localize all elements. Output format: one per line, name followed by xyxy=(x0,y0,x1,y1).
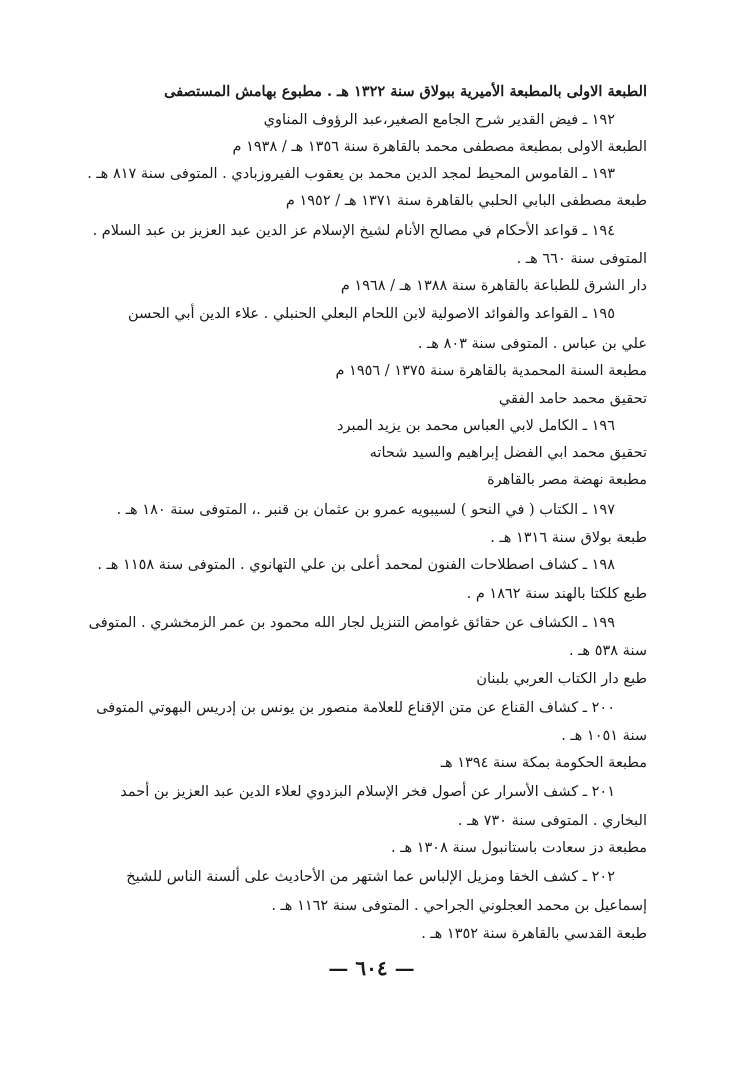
edition-note: طبعة مصطفى البابي الحلبي بالقاهرة سنة ١٣٧١ هـ / ١٩٥٢ م xyxy=(285,193,647,209)
bibliography-entry: ١٩٧ ـ الكتاب ( في النحو ) لسيبويه عمرو بن عثمان بن قنبر .، المتوفى سنة ١٨٠ هـ . xyxy=(116,502,615,518)
edition-note: طبع كلكتا بالهند سنة ١٨٦٢ م . xyxy=(466,586,647,602)
bibliography-entry: ١٩٦ ـ الكامل لابي العباس محمد بن يزيد المبرد xyxy=(337,418,615,434)
bibliography-entry: ١٩٢ ـ فيض القدير شرح الجامع الصغير،عبد الرؤوف المناوي xyxy=(263,112,615,128)
page-number: — ٦٠٤ — xyxy=(328,956,415,980)
edition-note: طبعة القدسي بالقاهرة سنة ١٣٥٢ هـ . xyxy=(421,926,647,942)
bibliography-entry: ٢٠١ ـ كشف الأسرار عن أصول فخر الإسلام البزدوي لعلاء الدين عبد العزيز بن أحمد xyxy=(120,784,615,800)
edition-note: طبعة بولاق سنة ١٣١٦ هـ . xyxy=(490,530,647,546)
edition-note: الطبعة الاولى بمطبعة مصطفى محمد بالقاهرة سنة ١٣٥٦ هـ / ١٩٣٨ م xyxy=(232,139,647,155)
bibliography-entry: ١٩٤ ـ قواعد الأحكام في مصالح الأنام لشيخ الإسلام عز الدين عبد العزيز بن عبد السلام . xyxy=(92,223,615,239)
bibliography-entry: ١٩٨ ـ كشاف اصطلاحات الفنون لمحمد أعلى بن علي التهانوي . المتوفى سنة ١١٥٨ هـ . xyxy=(97,557,615,573)
bibliography-entry-continuation: المتوفى سنة ٦٦٠ هـ . xyxy=(516,251,647,267)
edition-note: مطبعة الحكومة بمكة سنة ١٣٩٤ هـ xyxy=(440,755,647,771)
edition-note: مطبعة نهضة مصر بالقاهرة xyxy=(487,472,647,488)
bibliography-entry-continuation: سنة ٥٣٨ هـ . xyxy=(568,643,647,659)
bibliography-entry: ٢٠٢ ـ كشف الخفا ومزيل الإلباس عما اشتهر من الأحاديث على ألسنة الناس للشيخ xyxy=(126,869,615,885)
edition-note: مطبعة السنة المحمدية بالقاهرة سنة ١٣٧٥ / ١٩٥٦ م xyxy=(335,363,647,379)
bibliography-entry-continuation: البخاري . المتوفى سنة ٧٣٠ هـ . xyxy=(457,813,647,829)
bibliography-entry-continuation: علي بن عباس . المتوفى سنة ٨٠٣ هـ . xyxy=(417,336,647,352)
edition-note: دار الشرق للطباعة بالقاهرة سنة ١٣٨٨ هـ / ١٩٦٨ م xyxy=(340,278,647,294)
bibliography-entry-continuation: سنة ١٠٥١ هـ . xyxy=(561,728,647,744)
edition-note: طبع دار الكتاب العربي بلبنان xyxy=(476,671,647,687)
bibliography-entry: ١٩٥ ـ القواعد والفوائد الاصولية لابن اللحام البعلي الحنبلي . علاء الدين أبي الحسن xyxy=(127,306,615,322)
edition-note: الطبعة الاولى بالمطبعة الأميرية ببولاق سنة ١٣٢٢ هـ . مطبوع بهامش المستصفى xyxy=(164,83,647,100)
bibliography-entry: ٢٠٠ ـ كشاف القناع عن متن الإقناع للعلامة منصور بن يونس بن إدريس البهوتي المتوفى xyxy=(96,700,615,716)
bibliography-entry: ١٩٩ ـ الكشاف عن حقائق غوامض التنزيل لجار الله محمود بن عمر الزمخشري . المتوفى xyxy=(88,615,615,631)
editor-note: تحقيق محمد حامد الفقي xyxy=(498,391,647,407)
bibliography-entry-continuation: إسماعيل بن محمد العجلوني الجراحي . المتوفى سنة ١١٦٢ هـ . xyxy=(271,898,647,914)
edition-note: مطبعة دز سعادت باستانبول سنة ١٣٠٨ هـ . xyxy=(390,840,647,856)
editor-note: تحقيق محمد ابي الفضل إبراهيم والسيد شحاته xyxy=(369,445,647,461)
bibliography-entry: ١٩٣ ـ القاموس المحيط لمجد الدين محمد بن يعقوب الفيروزبادي . المتوفى سنة ٨١٧ هـ . xyxy=(87,166,615,182)
